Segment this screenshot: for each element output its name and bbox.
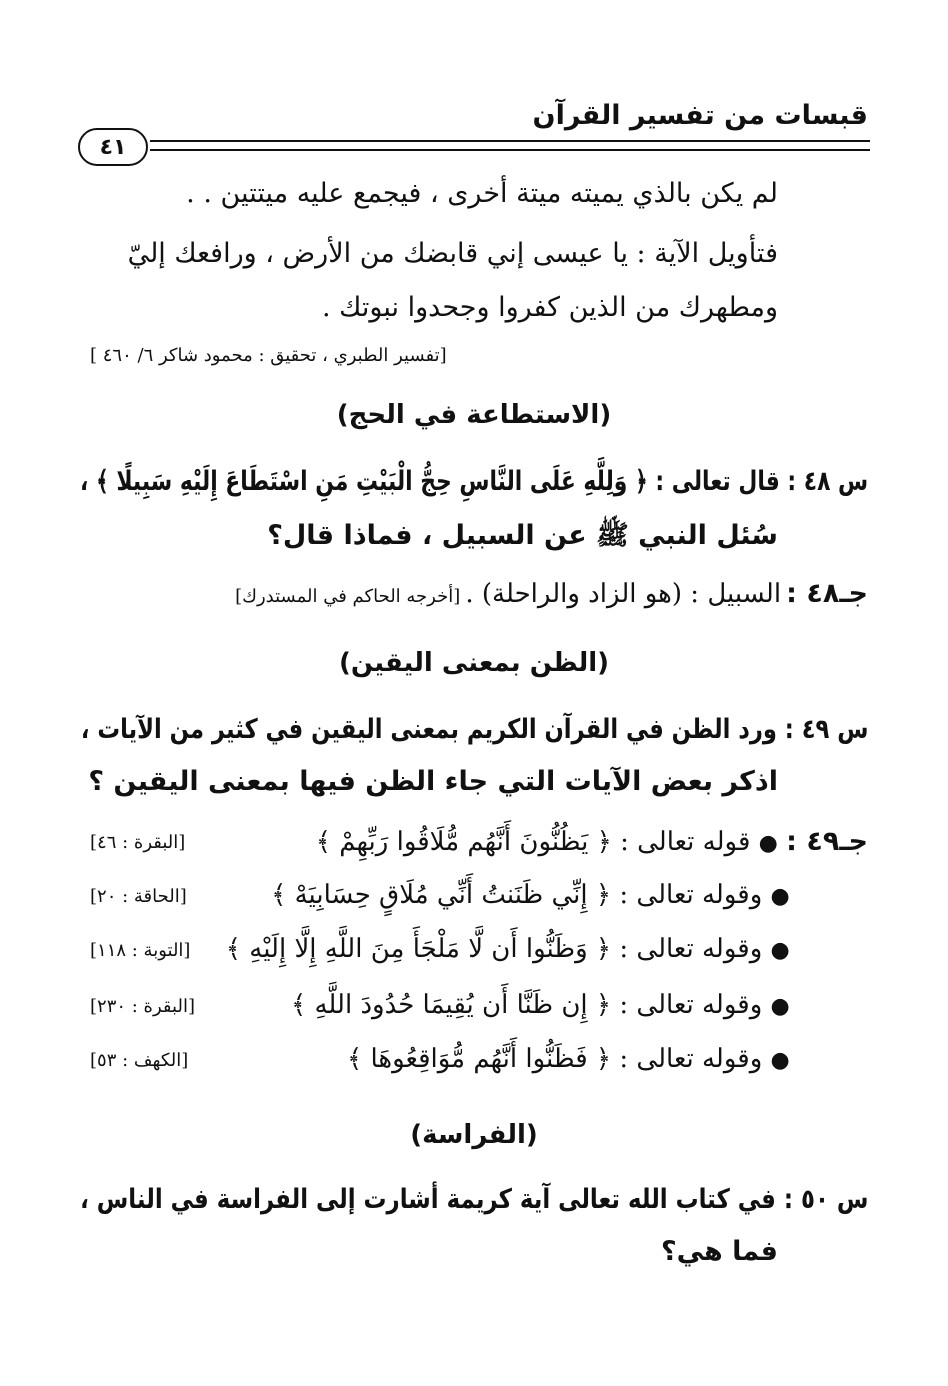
- answer-49-item-ref: [الحاقة : ٢٠]: [90, 886, 187, 907]
- answer-48-label: جـ٤٨ :: [786, 578, 868, 609]
- question-48-line-1: س ٤٨ : قال تعالى : ﴿ وَلِلَّهِ عَلَى النَّاسِ حِجُّ الْبَيْتِ مَنِ اسْتَطَاعَ إِلَيْهِ سَبِيلًا ﴾ ،: [79, 466, 868, 497]
- answer-49-item: [80, 990, 868, 1030]
- bullet-icon: ●: [770, 938, 790, 963]
- intro-line-1: لم يكن بالذي يميته ميتة أخرى ، فيجمع عليه ميتتين . .: [186, 178, 778, 209]
- header-rule: [150, 140, 870, 151]
- answer-49-item-text: وقوله تعالى : ﴿ فَظَنُّوا أَنَّهُم مُّوَاقِعُوهَا ﴾: [346, 1044, 763, 1074]
- question-49-line-2: اذكر بعض الآيات التي جاء الظن فيها بمعنى اليقين ؟: [88, 766, 778, 797]
- intro-line-2: فتأويل الآية : يا عيسى إني قابضك من الأرض ، ورافعك إليّ: [127, 238, 778, 269]
- intro-citation: [تفسير الطبري ، تحقيق : محمود شاكر ٦/ ٤٦٠ ]: [90, 345, 447, 366]
- answer-48-citation: [أخرجه الحاكم في المستدرك]: [235, 586, 461, 607]
- bullet-icon: ●: [770, 884, 790, 909]
- section-heading-zann: (الظن بمعنى اليقين): [338, 648, 610, 678]
- question-48-line-2: سُئل النبي ﷺ عن السبيل ، فماذا قال؟: [267, 520, 778, 551]
- answer-49-item-ref: [الكهف : ٥٣]: [90, 1050, 189, 1071]
- question-49-line-1: س ٤٩ : ورد الظن في القرآن الكريم بمعنى اليقين في كثير من الآيات ،: [80, 714, 868, 745]
- answer-48-text: السبيل : (هو الزاد والراحلة) .: [465, 579, 782, 609]
- bullet-icon: ●: [758, 831, 778, 856]
- running-header-title: قبسات من تفسير القرآن: [532, 100, 868, 131]
- answer-49-item: [80, 826, 868, 866]
- answer-49-item-text: وقوله تعالى : ﴿ إِنِّي ظَنَنتُ أَنِّي مُلَاقٍ حِسَابِيَهْ ﴾: [271, 880, 763, 910]
- answer-49-item-text: قوله تعالى : ﴿ يَظُنُّونَ أَنَّهُم مُّلَاقُوا رَبِّهِمْ ﴾: [315, 827, 751, 857]
- answer-49-item-ref: [البقرة : ٢٣٠]: [90, 996, 195, 1017]
- question-50-line-2: فما هي؟: [660, 1236, 778, 1267]
- answer-49-item: [80, 1044, 868, 1084]
- page-number: ٤١: [78, 128, 148, 166]
- intro-line-3: ومطهرك من الذين كفروا وجحدوا نبوتك .: [321, 292, 778, 323]
- answer-49-item: [80, 934, 868, 974]
- answer-49-item-text: وقوله تعالى : ﴿ إِن ظَنَّا أَن يُقِيمَا حُدُودَ اللَّهِ ﴾: [290, 990, 763, 1020]
- section-heading-hajj: (الاستطاعة في الحج): [336, 400, 612, 430]
- bullet-icon: ●: [770, 1048, 790, 1073]
- answer-48: [235, 578, 868, 609]
- question-50-line-1: س ٥٠ : في كتاب الله تعالى آية كريمة أشارت إلى الفراسة في الناس ،: [79, 1184, 868, 1215]
- answer-49-item-text: وقوله تعالى : ﴿ وَظَنُّوا أَن لَّا مَلْجَأَ مِنَ اللَّهِ إِلَّا إِلَيْهِ ﴾: [225, 934, 763, 964]
- answer-49-label: جـ٤٩ :: [786, 826, 868, 857]
- answer-49-item: [80, 880, 868, 920]
- answer-49-item-ref: [التوبة : ١١٨]: [90, 940, 191, 961]
- bullet-icon: ●: [770, 994, 790, 1019]
- section-heading-firasa: (الفراسة): [410, 1120, 538, 1150]
- answer-49-item-ref: [البقرة : ٤٦]: [90, 832, 186, 853]
